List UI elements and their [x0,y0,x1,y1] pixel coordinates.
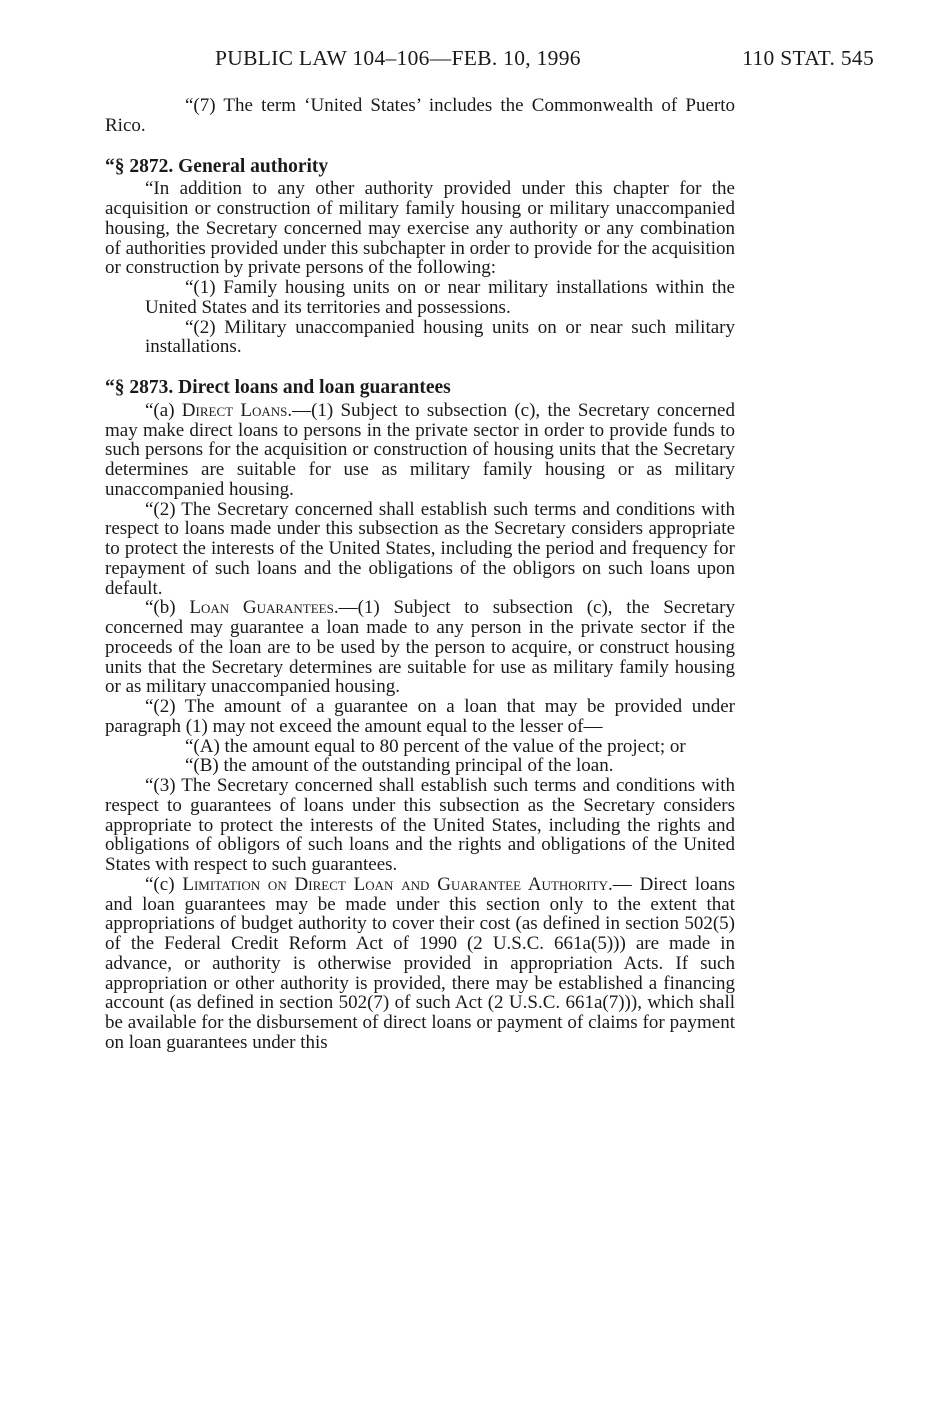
subsection-a [105,401,735,500]
subsection-b-2: “(2) The amount of a guarantee on a loan that may be provided under paragraph (1) may not exceed the amount equal to the lesser of— [105,696,735,737]
section-2873-heading: “§ 2873. Direct loans and loan guarantees [105,377,451,398]
subsection-a-title: Direct Loans. [181,399,293,421]
subsection-b-2-A: “(A) the amount equal to 80 percent of the value of the project; or [185,735,686,757]
section-2872-heading: “§ 2872. General authority [105,155,329,177]
subsection-b-2-B: “(B) the amount of the outstanding principal of the loan. [185,755,614,777]
subsection-b-prefix: “(b) [145,597,190,619]
subsection-c-text: — Direct loans and loan guarantees may be made under this section only to the extent that appropriations of budget authority to cover their cost (as defined in section 502(5) of the Federal Credit Reform Act of 1990 (2 U.S.C. 661a(5))) are made in advance, or authority is otherwise provided in appropriation Acts. If such appropriation or other authority is provided, there may be established a financing account (as defined in section 502(7) of such Act (2 U.S.C. 661a(7))), which shall be available for the disbursement of direct loans or payment of claims for payment on loan guarantees under this [105,873,736,1053]
subsection-b [105,598,735,697]
subsection-b-title: Loan Guarantees. [189,597,339,619]
document-body [105,96,735,1053]
subsection-c [105,875,735,1053]
subsection-c-prefix: “(c) [145,873,183,895]
subsection-b-3: “(3) The Secretary concerned shall establish such terms and conditions with respect to guarantees of loans under this subsection as the Secretary considers appropriate to protect the interests of the United States, including the rights and obligations of obligors of such loans and the rights and obligations of the United States with respect to such guarantees. [105,775,735,875]
section-2872-intro: “In addition to any other authority provided under this chapter for the acquisition or construction of military family housing or military unaccompanied housing, the Secretary concerned may exercise any authority or any combination of authorities provided under this subchapter in order to provide for the acquisition or construction by private persons of the following: [105,178,736,279]
subsection-a-text: —(1) Subject to subsection (c), the Secretary concerned may make direct loans to persons in the private sector in order to provide funds to such persons for the acquisition or construction of housing units that the Secretary determines are suitable for use as military family housing or as military unaccompanied housing. [105,399,735,500]
paragraph-7: “(7) The term ‘United States’ includes the Commonwealth of Puerto Rico. [105,95,735,136]
subsection-c-title: Limitation on Direct Loan and Guarantee Authority. [182,873,613,895]
subsection-b-text: —(1) Subject to subsection (c), the Secretary concerned may guarantee a loan made to any person in the private sector if the proceeds of the loan are to be used by the person to acquire, or construct housing units that the Secretary determines are suitable for use as military family housing or as military unaccompanied housing. [105,597,735,698]
subsection-a-2: “(2) The Secretary concerned shall establish such terms and conditions with respect to loans made under this subsection as the Secretary considers appropriate to protect the interests of the United States, including the period and frequency for repayment of such loans and the obligations of the obligors on such loans upon default. [105,498,735,599]
running-head-title: PUBLIC LAW 104–106—FEB. 10, 1996 [215,46,581,70]
section-2872-item-1: “(1) Family housing units on or near military installations within the United States and its territories and possessions. [145,277,735,318]
subsection-a-prefix: “(a) [145,399,182,421]
page-header [0,46,948,80]
section-2872-item-2: “(2) Military unaccompanied housing units on or near such military installations. [145,316,735,358]
statute-page-number: 110 STAT. 545 [742,46,874,70]
